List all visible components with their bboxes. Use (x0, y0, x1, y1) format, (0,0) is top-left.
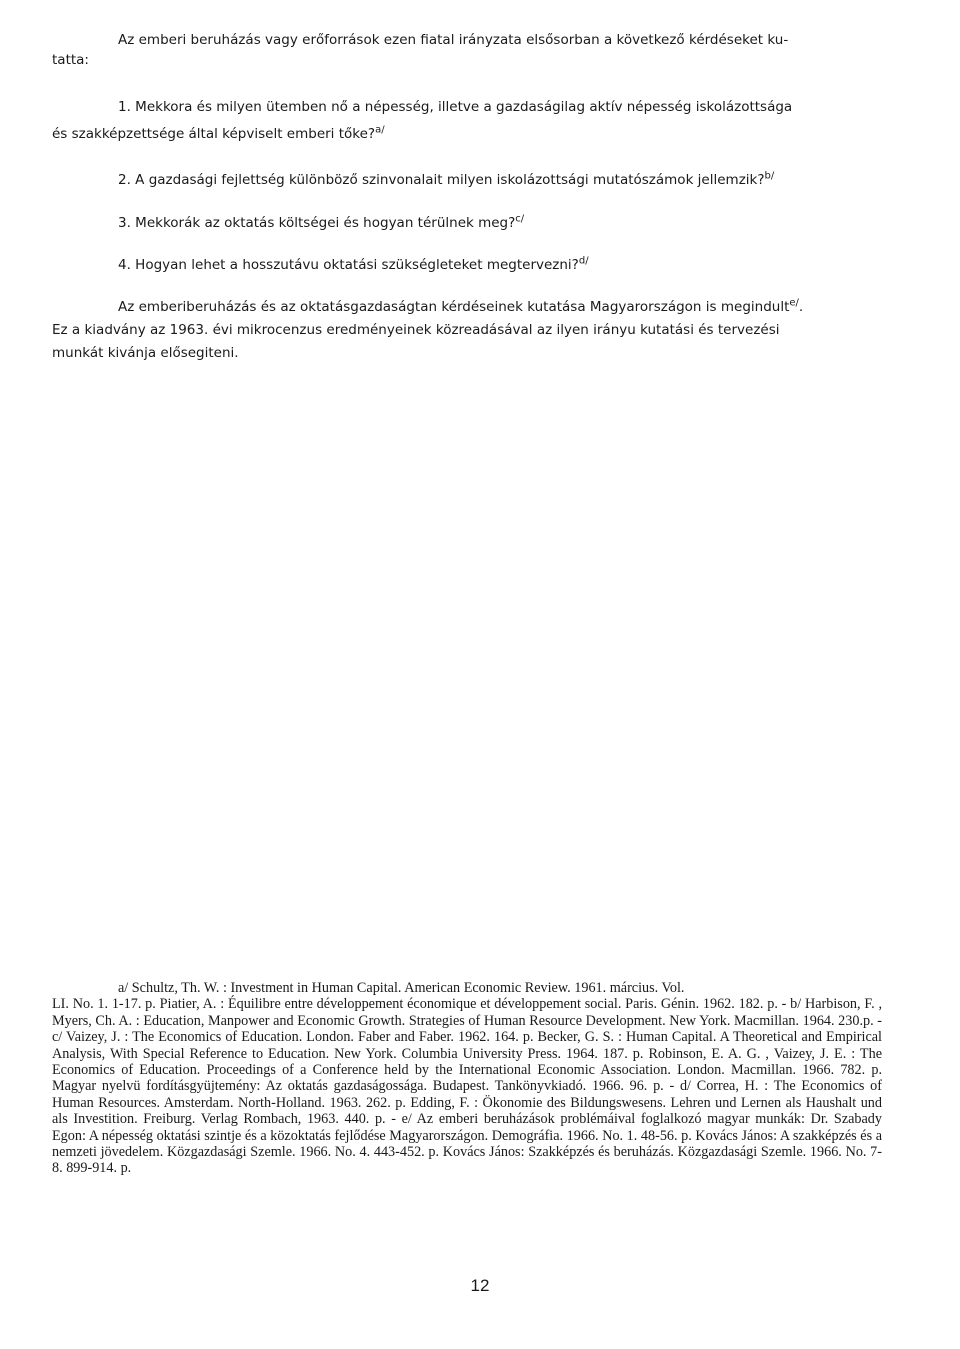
intro-line-2: tatta: (52, 52, 89, 68)
question-1-text-b: és szakképzettsége által képviselt emberi tőke? (52, 126, 376, 142)
paragraph-line-1 (52, 296, 898, 319)
footnote-ref-c: c/ (515, 213, 525, 225)
footnotes (52, 980, 882, 1177)
paragraph-line-2: Ez a kiadvány az 1963. évi mikrocenzus eredményeinek közreadásával az ilyen irányu kutatási és tervezési (52, 322, 780, 338)
question-1-text-a: 1. Mekkora és milyen ütemben nő a népesség, illetve a gazdaságilag aktív népesség iskolázottsága (118, 99, 793, 115)
paragraph-line-1-end: . (798, 299, 804, 315)
question-2 (118, 172, 774, 188)
footnote-body: LI. No. 1. 1-17. p. Piatier, A. : Équilibre entre développement économique et développement social. Paris. Génin. 1962. 182. p. - b/ Harbison, F. , Myers, Ch. A. : Education, Manpower and Economic Growth. Strategies of Human Resource Development. New York. Macmillan. 1964. 230.p. - c/ Vaizey, J. : The Economics of Education. London. Faber and Faber. 1962. 164. p. Becker, G. S. : Human Capital. A Theoretical and Empirical Analysis, With Special Reference to Education. New York. Columbia University Press. 1964. 187. p. Robinson, E. A. G. , Vaizey, J. E. : The Economics of Education. Proceedings of a Conference held by the International Economic Association. London. Macmillan. 1966. 782. p. Magyar nyelvü fordításgyüjtemény: Az oktatás gazdaságossága. Budapest. Tankönyvkiadó. 1966. 96. p. - d/ Correa, H. : The Economics of Human Resources. Amsterdam. North-Holland. 1963. 262. p. Edding, F. : Ökonomie des Bildungswesens. Lehren und Lernen als Haushalt und als Investition. Freiburg. Verlag Rombach, 1963. 440. p. - e/ Az emberi beruházások problémáival foglalkozó magyar munkák: Dr. Szabady Egon: A népesség oktatási szintje és a közoktatás fejlődése Magyarországon. Demográfia. 1966. No. 1. 48-56. p. Kovács János: A szakképzés és a nemzeti jövedelem. Közgazdasági Szemle. 1966. No. 4. 443-452. p. Kovács János: Szakképzés és beruházás. Közgazdasági Szemle. 1966. No. 7-8. 899-914. p. (52, 996, 882, 1177)
question-1-line-a (118, 99, 792, 115)
footnote-ref-e: e/ (789, 297, 799, 309)
question-4 (118, 257, 589, 273)
question-3 (118, 215, 524, 231)
question-4-text: 4. Hogyan lehet a hosszutávu oktatási szükségleteket megtervezni? (118, 257, 579, 273)
question-2-text: 2. A gazdasági fejlettség különböző szinvonalait milyen iskolázottsági mutatószámok jellemzik? (118, 172, 765, 188)
footnote-ref-a: a/ (375, 124, 385, 136)
paragraph-line-3: munkát kivánja elősegiteni. (52, 345, 239, 361)
closing-paragraph (52, 296, 898, 365)
footnote-first-line: a/ Schultz, Th. W. : Investment in Human Capital. American Economic Review. 1961. március. Vol. (118, 980, 685, 996)
intro-text (52, 30, 892, 70)
footnote-ref-b: b/ (764, 170, 775, 182)
page-number: 12 (470, 1276, 490, 1295)
question-1-line-b (52, 126, 385, 142)
footnote-ref-d: d/ (578, 255, 589, 267)
intro-line-1: Az emberi beruházás vagy erőforrások ezen fiatal irányzata elsősorban a következő kérdéseket ku- (118, 32, 789, 48)
question-3-text: 3. Mekkorák az oktatás költségei és hogyan térülnek meg? (118, 215, 516, 231)
paragraph-line-1-text: Az emberiberuházás és az oktatásgazdaságtan kérdéseinek kutatása Magyarországon is megindult (118, 299, 790, 315)
